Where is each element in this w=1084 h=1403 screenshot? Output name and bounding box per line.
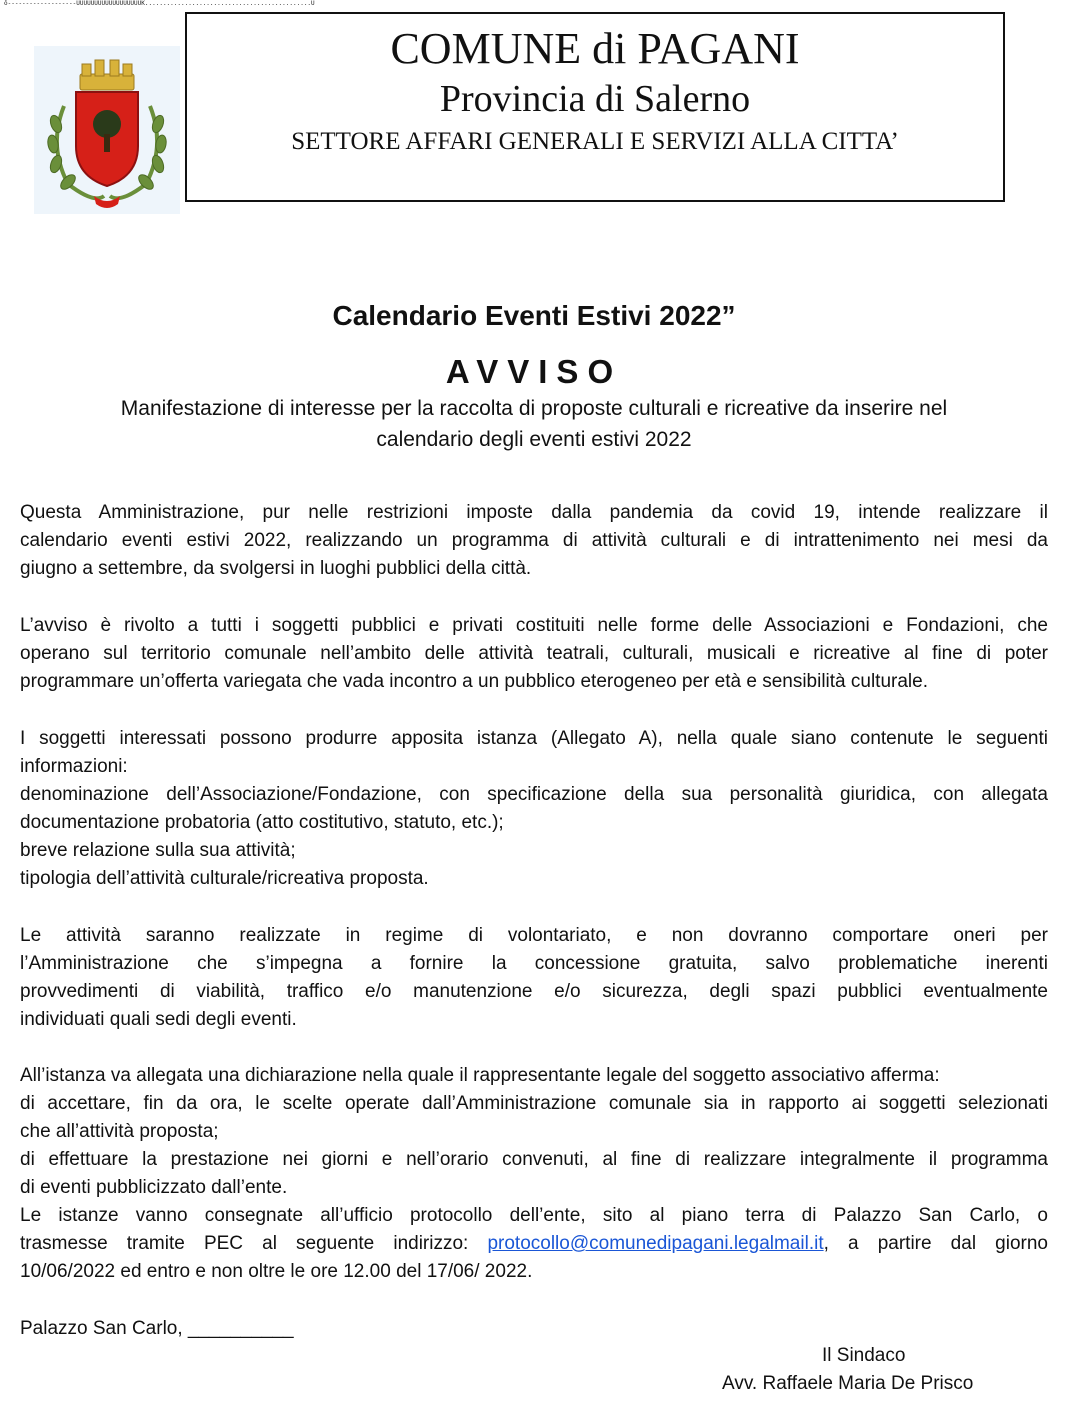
text-line: programmare un’offerta variegata che vada incontro a un pubblico eterogeneo per età e sensibilità culturale. [20, 671, 928, 692]
text-line: calendario eventi estivi 2022, realizzando un programma di attività culturali e di intrattenimento nei mesi da [20, 530, 1048, 551]
pec-line [20, 1230, 1048, 1258]
text-line: informazioni: [20, 756, 128, 777]
header-box [185, 12, 1005, 202]
text-line: All’istanza va allegata una dichiarazione nella quale il rappresentante legale del soggetto associativo afferma: [20, 1065, 940, 1086]
text-line: di accettare, fin da ora, le scelte operate dall’Amministrazione comunale sia in rapporto ai soggetti selezionati [20, 1093, 1048, 1114]
text-line: documentazione probatoria (atto costitutivo, statuto, etc.); [20, 812, 504, 833]
pec-text-before: trasmesse tramite PEC al seguente indirizzo: [20, 1233, 488, 1254]
subtitle-line: calendario degli eventi estivi 2022 [376, 428, 692, 451]
paragraph-declaration [20, 1062, 1048, 1286]
text-line: operano sul territorio comunale nell’ambito delle attività teatrali, culturali, musicali e ricreative al fine di poter [20, 643, 1048, 664]
paragraph-conditions [20, 922, 1048, 1034]
text-line: l’Amministrazione che s’impegna a fornire la concessione gratuita, salvo problematiche inerenti [20, 953, 1048, 974]
text-line: denominazione dell’Associazione/Fondazione, con specificazione della sua personalità giuridica, con allegata [20, 784, 1048, 805]
province-name: Provincia di Salerno [439, 78, 751, 120]
text-line: tipologia dell’attività culturale/ricreativa proposta. [20, 868, 429, 889]
document-title: Calendario Eventi Estivi 2022” [332, 300, 736, 331]
text-line: Le istanze vanno consegnate all’ufficio protocollo dell’ente, sito al piano terra di Palazzo San Carlo, o [20, 1205, 1048, 1226]
coat-of-arms-icon [34, 46, 180, 214]
notice-heading: AVVISO [445, 353, 623, 390]
text-line: di eventi pubblicizzato dall’ente. [20, 1177, 288, 1198]
text-line: di effettuare la prestazione nei giorni e nell’orario convenuti, al fine di realizzare integralmente il programma [20, 1149, 1048, 1170]
paragraph-intro [20, 499, 1048, 583]
top-margin-mark: ô-------------------UUUUUUUUUUUUUUUUUUK..............................................U [4, 0, 315, 7]
pec-text-after: , a partire dal giorno [823, 1233, 1048, 1254]
paragraph-requirements [20, 725, 1048, 893]
text-line: Le attività saranno realizzate in regime di volontariato, e non dovranno comportare oneri per [20, 925, 1048, 946]
subtitle-line: Manifestazione di interesse per la raccolta di proposte culturali e ricreative da inserire nel [120, 397, 948, 420]
signatory-name: Avv. Raffaele Maria De Prisco [722, 1373, 974, 1394]
text-line: individuati quali sedi degli eventi. [20, 1009, 297, 1030]
text-line: provvedimenti di viabilità, traffico e/o manutenzione e/o sicurezza, degli spazi pubblici eventualmente [20, 981, 1048, 1002]
place-signature-line: Palazzo San Carlo, __________ [20, 1318, 294, 1339]
text-line: I soggetti interessati possono produrre apposita istanza (Allegato A), nella quale siano contenute le seguenti [20, 728, 1048, 749]
pec-email-link[interactable]: protocollo@comunedipagani.legalmail.it [487, 1233, 824, 1254]
text-line: breve relazione sulla sua attività; [20, 840, 296, 861]
text-line: 10/06/2022 ed entro e non oltre le ore 12.00 del 17/06/ 2022. [20, 1261, 533, 1282]
text-line: L’avviso è rivolto a tutti i soggetti pubblici e privati costituiti nelle forme delle Associazioni e Fondazioni, che [20, 615, 1048, 636]
signatory-role: Il Sindaco [822, 1345, 906, 1366]
paragraph-recipients [20, 612, 1048, 696]
department-name: SETTORE AFFARI GENERALI E SERVIZI ALLA CITTA’ [291, 128, 899, 155]
municipality-name: COMUNE di PAGANI [390, 24, 800, 73]
text-line: che all’attività proposta; [20, 1121, 219, 1142]
text-line: giugno a settembre, da svolgersi in luoghi pubblici della città. [20, 558, 532, 579]
notice-subtitle [30, 393, 1038, 455]
text-line: Questa Amministrazione, pur nelle restrizioni imposte dalla pandemia da covid 19, intende realizzare il [20, 502, 1048, 523]
